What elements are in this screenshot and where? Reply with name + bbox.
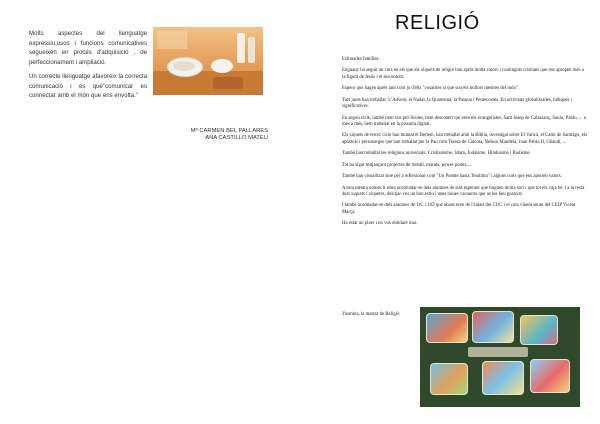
letter-paragraph: Tots junts han treballat: L'Advent, el Nadal, la Quaresma, la Pasqua i Pentecostès. En activitats globalitzades, lúdiques i significatives. <box>342 97 572 110</box>
kitchen-photo <box>153 27 263 95</box>
letter-paragraph: En segon cicle, també hem vist pel·lícules, hem descobert qui eren els evangelistes, Sant Josep de Calassanç, Saulo, Pablo, ... a més a més, hem treballat en la pissarra digital. <box>342 115 586 127</box>
letter-signature: Yasmina, la mestra de Religió <box>342 312 400 317</box>
authors-block <box>150 128 268 142</box>
letter-paragraph: També han visualitzat sine per a reflexionar com "Un Puente hasta Terabitia" i alguns curts que ens aporten valors. <box>342 174 562 180</box>
left-intro-text <box>29 29 147 106</box>
letter-paragraph: Tot ha sigut mitjançant projectes de treball, murals, power points,... <box>342 162 472 168</box>
letter-paragraph: Els xiquets de tercer cicle han muntat el Betlem, han treballat amb la Bíblia, investigat sobre El Vaticà, el Camí de Santiago, els apòstols i personatges que han treballat per la Pau com Teresa de Calcuta, Nelson Mandela, Juan Pablo II, Ghandi, ... <box>342 133 588 145</box>
letter-paragraph: Ha estat un plaer i no vos oblidaré mai. <box>342 221 418 227</box>
author-2: ANA CASTILLO MATEU <box>205 135 268 141</box>
letter-paragraph: Espero que hagen après tant com jo d'ells "vosaltres sí que sou els millors mestres del món". <box>342 86 520 92</box>
letter-paragraph: A esta mestra només li resta acomiadar-se dels alumnes de sisè esperant que tinguen molta sort i que tot els vaja bé, i a la resta dels xiquets i xiquetes, desitjar-vos un bon estiu i unes bones vacances que us les heu guanyat. <box>342 185 585 197</box>
letter-paragraph: I també acomiadar-se dels alumnes de 1rC i 1rD que abans eren de l'aulari del CUC i el curs vinent seran del CEIP Vicent Marçà. <box>342 203 576 215</box>
religion-artwork-photo <box>420 307 580 407</box>
author-1: Mª CARMEN BEL PALLARES <box>190 128 268 134</box>
page-title: RELIGIÓ <box>395 12 480 34</box>
left-paragraph-1: Molts aspectes del llenguatge expressiu,usos i funcions comunicatives segueixen en procés d'adquisició , de perfeccionament i ampliació. <box>29 30 147 66</box>
letter-paragraph: Enguany ha seguit un curs en els que els xiquets de religió han après molts valors i continguts cristians que ens apropen més a la figura de Jesús i el seu entorn. <box>342 68 584 80</box>
letter-greeting: Estimades famílies: <box>342 57 380 62</box>
religion-letter <box>342 57 588 233</box>
left-paragraph-2: Un correcte llenguatge afavoreix la correcta comunicació i es què"comunicar es connectar amb el món que ens envolta." <box>29 73 147 99</box>
letter-paragraph: També han treballat les religions universals: Cristianisme, Islam, Judaisme, Hinduisme i Budisme. <box>342 151 531 157</box>
